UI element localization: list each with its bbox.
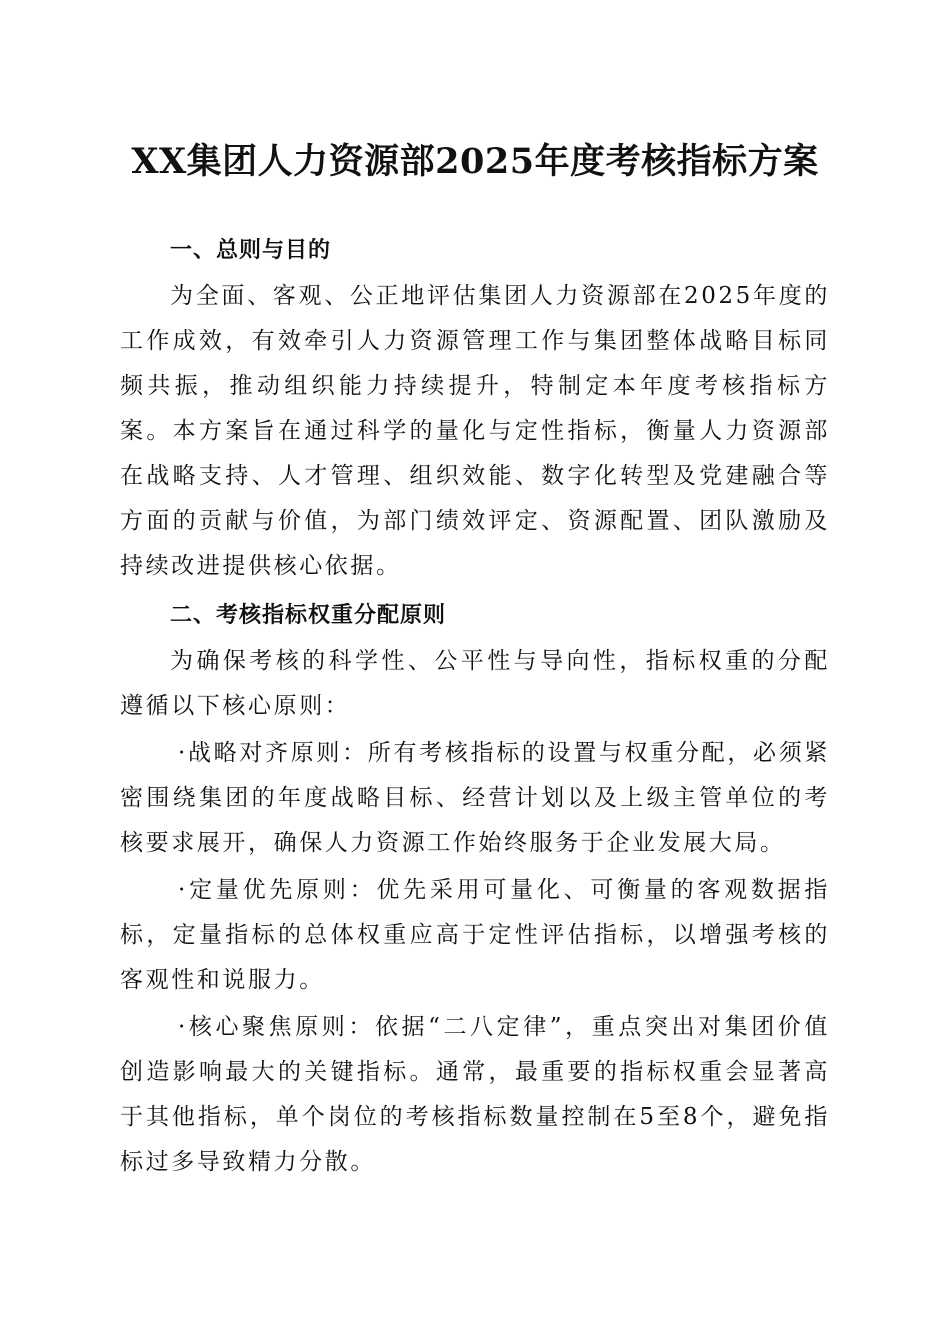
bullet-item: ·战略对齐原则：所有考核指标的设置与权重分配，必须紧密围绕集团的年度战略目标、经营计划以及上级主管单位的考核要求展开，确保人力资源工作始终服务于企业发展大局。 bbox=[120, 740, 830, 856]
bullet-item: ·定量优先原则：优先采用可量化、可衡量的客观数据指标，定量指标的总体权重应高于定性评估指标，以增强考核的客观性和说服力。 bbox=[120, 877, 830, 993]
body-paragraph: 为确保考核的科学性、公平性与导向性，指标权重的分配遵循以下核心原则： bbox=[120, 648, 830, 719]
document-title: XX集团人力资源部2025年度考核指标方案 bbox=[131, 141, 819, 182]
document-body bbox=[120, 228, 830, 1185]
bullet-item: ·核心聚焦原则：依据“二八定律”，重点突出对集团价值创造影响最大的关键指标。通常，最重要的指标权重会显著高于其他指标，单个岗位的考核指标数量控制在5至8个，避免指标过多导致精力分散。 bbox=[120, 1014, 830, 1175]
section-heading: 二、考核指标权重分配原则 bbox=[170, 603, 447, 628]
body-paragraph: 为全面、客观、公正地评估集团人力资源部在2025年度的工作成效，有效牵引人力资源管理工作与集团整体战略目标同频共振，推动组织能力持续提升，特制定本年度考核指标方案。本方案旨在通过科学的量化与定性指标，衡量人力资源部在战略支持、人才管理、组织效能、数字化转型及党建融合等方面的贡献与价值，为部门绩效评定、资源配置、团队激励及持续改进提供核心依据。 bbox=[120, 283, 830, 579]
section-heading: 一、总则与目的 bbox=[170, 238, 332, 263]
